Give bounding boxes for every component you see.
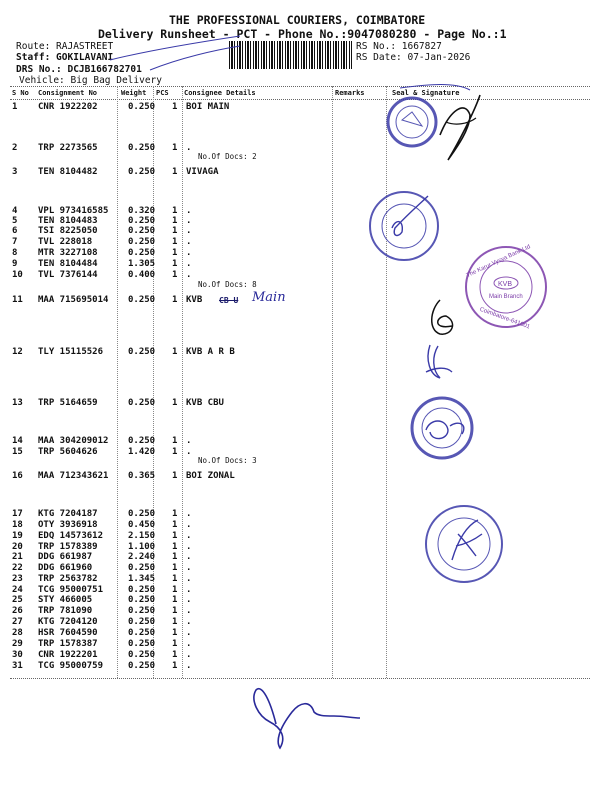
consignee-details: . [186,520,192,530]
consignment-number: TRP 781090 [38,606,93,616]
weight: 1.420 [128,447,156,457]
consignee-details: . [186,563,192,573]
consignee-details: . [186,552,192,562]
bank-stamp-1 [388,98,436,146]
weight: 0.365 [128,471,156,481]
row-sno: 5 [12,216,18,226]
row-sno: 17 [12,509,23,519]
row-sno: 27 [12,617,23,627]
weight: 0.250 [128,347,156,357]
col-sno: S No [12,89,29,97]
consignment-number: TRP 2563782 [38,574,98,584]
consignment-number: TEN 8104484 [38,259,98,269]
consignee-details: BOI ZONAL [186,471,235,481]
row-sno: 8 [12,248,18,258]
consignee-details: . [186,542,192,552]
row-sno: 29 [12,639,23,649]
row-sno: 24 [12,585,23,595]
pieces: 1 [172,143,178,153]
vehicle-label: Vehicle: Big Bag Delivery [19,75,162,86]
pieces: 1 [172,552,178,562]
consignment-number: TEN 8104482 [38,167,98,177]
col-seal: Seal & Signature [392,89,460,97]
weight: 0.320 [128,206,156,216]
runsheet-subtitle: Delivery Runsheet - PCT - Phone No.:9047080280 - Page No.:1 [98,27,507,41]
consignment-number: MTR 3227108 [38,248,98,258]
weight: 0.250 [128,167,156,177]
pieces: 1 [172,520,178,530]
weight: 0.450 [128,520,156,530]
row-sno: 15 [12,447,23,457]
row-sno: 6 [12,226,18,236]
pieces: 1 [172,102,178,112]
row-sno: 12 [12,347,23,357]
pieces: 1 [172,167,178,177]
consignment-number: EDQ 14573612 [38,531,104,541]
pieces: 1 [172,447,178,457]
consignment-number: TLY 15115526 [38,347,104,357]
weight: 0.250 [128,650,156,660]
consignment-number: TRP 1578387 [38,639,98,649]
receiver-signature [254,689,360,748]
signature-1 [440,95,480,160]
row-sno: 9 [12,259,18,269]
weight: 0.400 [128,270,156,280]
pieces: 1 [172,295,178,305]
weight: 2.150 [128,531,156,541]
row-sno: 7 [12,237,18,247]
route-label: Route: RAJASTREET [16,41,114,52]
consignment-number: VPL 973416585 [38,206,109,216]
consignee-details: . [186,259,192,269]
row-sno: 2 [12,143,18,153]
consignment-number: TVL 7376144 [38,270,98,280]
consignee-details: . [186,661,192,671]
consignee-details: . [186,639,192,649]
rs-date: RS Date: 07-Jan-2026 [356,52,471,63]
row-sno: 18 [12,520,23,530]
row-sno: 20 [12,542,23,552]
consignment-number: HSR 7604590 [38,628,98,638]
kvb-stamp-logo: KVB [498,281,513,288]
consignee-details: . [186,237,192,247]
consignee-details: VIVAGA [186,167,219,177]
consignee-details: . [186,650,192,660]
row-sno: 28 [12,628,23,638]
branch-stamp-2 [370,192,438,260]
row-sno: 16 [12,471,23,481]
consignee-details: . [186,585,192,595]
consignee-details: . [186,531,192,541]
consignment-number: MAA 304209012 [38,436,109,446]
row-sno: 25 [12,595,23,605]
pieces: 1 [172,436,178,446]
consignee-details: . [186,270,192,280]
signature-2 [392,196,428,235]
row-sno: 1 [12,102,18,112]
weight: 0.250 [128,295,156,305]
pieces: 1 [172,248,178,258]
consignment-number: DDG 661960 [38,563,93,573]
pieces: 1 [172,509,178,519]
row-sno: 10 [12,270,23,280]
row-sno: 4 [12,206,18,216]
signature-1 [446,118,476,124]
consignee-details: KVB A R B [186,347,235,357]
consignment-number: KTG 7204120 [38,617,98,627]
consignment-number: TRP 2273565 [38,143,98,153]
consignee-details: . [186,206,192,216]
weight: 0.250 [128,639,156,649]
kvb-stamp-city: Coimbatore-641001 [478,306,531,331]
pieces: 1 [172,606,178,616]
consignment-number: TSI 8225050 [38,226,98,236]
kvb-stamp-branch: Main Branch [489,294,523,300]
row-sno: 11 [12,295,23,305]
consignee-details: . [186,447,192,457]
col-consignment: Consignment No [38,89,98,97]
weight: 0.250 [128,226,156,236]
weight: 0.250 [128,509,156,519]
consignee-details: . [186,574,192,584]
consignment-number: MAA 715695014 [38,295,109,305]
col-pcs: PCS [156,89,169,97]
consignment-number: TCG 95000759 [38,661,104,671]
row-sno: 26 [12,606,23,616]
row-sno: 22 [12,563,23,573]
no-of-docs: No.Of Docs: 3 [198,456,257,465]
pieces: 1 [172,628,178,638]
struck-text: CB U [219,296,239,305]
consignment-number: TRP 5164659 [38,398,98,408]
consignee-details: . [186,436,192,446]
consignee-details: . [186,143,192,153]
header-signature [150,46,240,70]
weight: 0.250 [128,237,156,247]
consignment-number: MAA 712343621 [38,471,109,481]
weight: 1.305 [128,259,156,269]
consignment-number: STY 466005 [38,595,93,605]
row-sno: 14 [12,436,23,446]
consignee-details: KVB CBU [186,398,224,408]
pieces: 1 [172,226,178,236]
consignment-number: DDG 661987 [38,552,93,562]
col-remarks: Remarks [335,89,365,97]
consignee-details: . [186,248,192,258]
pieces: 1 [172,639,178,649]
pieces: 1 [172,237,178,247]
pieces: 1 [172,270,178,280]
row-sno: 21 [12,552,23,562]
pieces: 1 [172,595,178,605]
consignment-number: TRP 5604626 [38,447,98,457]
pieces: 1 [172,347,178,357]
row-sno: 30 [12,650,23,660]
rs-number: RS No.: 1667827 [356,41,442,52]
weight: 1.345 [128,574,156,584]
row-sno: 31 [12,661,23,671]
consignment-number: TCG 95000751 [38,585,104,595]
weight: 0.250 [128,436,156,446]
no-of-docs: No.Of Docs: 8 [198,280,257,289]
consignee-details: . [186,216,192,226]
consignee-details: . [186,509,192,519]
weight: 2.240 [128,552,156,562]
kvb-stamp-name: The Karur Vysya Bank Ltd [465,244,532,280]
pieces: 1 [172,650,178,660]
pieces: 1 [172,531,178,541]
consignee-details: . [186,628,192,638]
consignment-number: CNR 1922201 [38,650,98,660]
pieces: 1 [172,585,178,595]
pieces: 1 [172,574,178,584]
weight: 0.250 [128,661,156,671]
weight: 0.250 [128,585,156,595]
consignee-details: . [186,606,192,616]
weight: 0.250 [128,628,156,638]
pieces: 1 [172,216,178,226]
document-title: THE PROFESSIONAL COURIERS, COIMBATORE [169,13,426,27]
signature-4 [426,345,452,378]
weight: 0.250 [128,216,156,226]
signature-3 [432,300,453,334]
pieces: 1 [172,563,178,573]
weight: 0.250 [128,248,156,258]
row-sno: 3 [12,167,18,177]
weight: 1.100 [128,542,156,552]
consignment-number: OTY 3936918 [38,520,98,530]
no-of-docs: No.Of Docs: 2 [198,152,257,161]
pieces: 1 [172,398,178,408]
consignment-number: CNR 1922202 [38,102,98,112]
pieces: 1 [172,617,178,627]
weight: 0.250 [128,398,156,408]
weight: 0.250 [128,595,156,605]
signature-5 [426,421,464,439]
weight: 0.250 [128,102,156,112]
weight: 0.250 [128,606,156,616]
pieces: 1 [172,542,178,552]
header-signature [110,36,240,60]
consignee-details: KVB [186,295,203,305]
col-details: Consignee Details [184,89,256,97]
weight: 0.250 [128,617,156,627]
kvb-stamp-2 [412,398,472,458]
pieces: 1 [172,471,178,481]
pieces: 1 [172,661,178,671]
consignee-details: . [186,617,192,627]
staff-label: Staff: GOKILAVANI [16,52,114,63]
col-weight: Weight [121,89,147,97]
row-sno: 23 [12,574,23,584]
signature-6 [452,520,482,560]
weight: 0.250 [128,143,156,153]
row-sno: 19 [12,531,23,541]
consignee-details: . [186,595,192,605]
drs-number: DRS No.: DCJB166782701 [16,64,142,75]
consignment-number: TVL 228018 [38,237,93,247]
consignee-details: BOI MAIN [186,102,230,112]
consignment-number: KTG 7204187 [38,509,98,519]
row-sno: 13 [12,398,23,408]
weight: 0.250 [128,563,156,573]
handwritten-note: Main [252,290,286,305]
pieces: 1 [172,259,178,269]
consignment-number: TEN 8104483 [38,216,98,226]
consignee-details: . [186,226,192,236]
pieces: 1 [172,206,178,216]
consignment-number: TRP 1578389 [38,542,98,552]
header-signature [400,85,470,91]
